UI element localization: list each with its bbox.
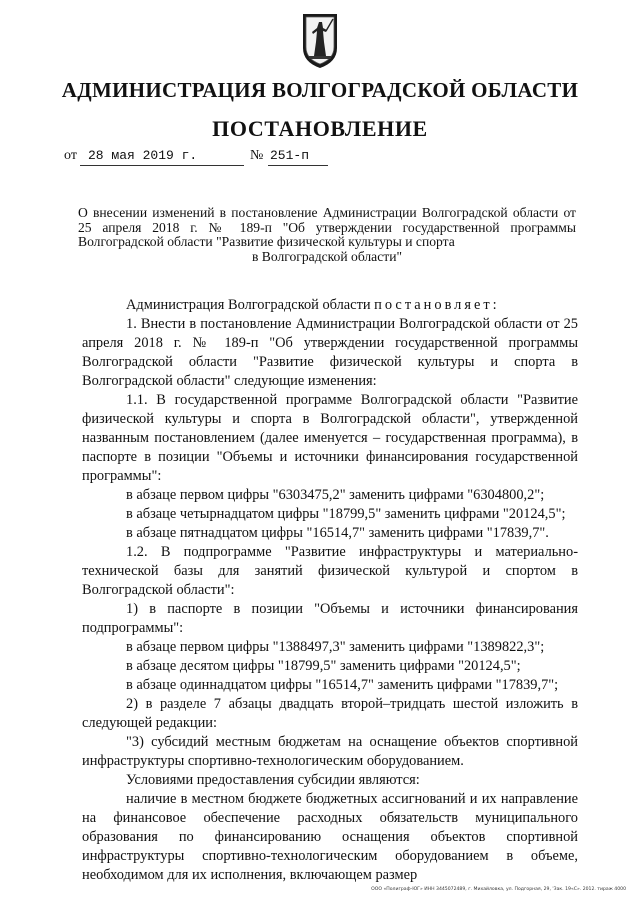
date-block (64, 148, 77, 164)
paragraph-conditions: Условиями предоставления субсидии являются: (126, 772, 420, 788)
paragraph-quote: "3) субсидий местным бюджетам на оснащение объектов спортивной инфраструктуры спортивно-технологическим оборудованием. (82, 734, 578, 769)
date-field (80, 148, 244, 166)
paragraph-1-2-1: 1) в паспорте в позиции "Объемы и источники финансирования подпрограммы": (82, 601, 578, 636)
coat-of-arms-emblem (300, 12, 340, 70)
paragraph-1-1-c: в абзаце пятнадцатом цифры "16514,7" заменить цифрами "17839,7". (126, 525, 549, 541)
paragraph-1-2-1-b: в абзаце десятом цифры "18799,5" заменить цифрами "20124,5"; (126, 658, 521, 674)
document-subject (78, 206, 576, 264)
number-block (250, 148, 263, 164)
paragraph-1-1-b: в абзаце четырнадцатом цифры "18799,5" заменить цифрами "20124,5"; (126, 506, 566, 522)
printer-imprint: ООО «Полиграф-ЮГ» ИНН 3445072489, г. Михайловка, ул. Подгорная, 29, 'Зак. 19«С». 2012. тираж 4000 (371, 887, 626, 892)
subject-line-2: в Волгоградской области" (251, 248, 403, 264)
number-label: № (250, 148, 264, 163)
paragraph-1-1-a: в абзаце первом цифры "6303475,2" заменить цифрами "6304800,2"; (126, 487, 545, 503)
paragraph-1-2: 1.2. В подпрограмме "Развитие инфраструктуры и материально-технической базы для занятий физической культурой и спортом в Волгоградской области": (82, 544, 578, 598)
document-type: ПОСТАНОВЛЕНИЕ (212, 116, 428, 141)
paragraph-1-1: 1.1. В государственной программе Волгоградской области "Развитие физической культуры и спорта в Волгоградской области", утвержденной названным постановлением (далее именуется – государственная программа), в паспорте в позиции "Объемы и источники финансирования государственной программы": (82, 392, 578, 484)
date-label: от (64, 148, 77, 163)
intro-verb: постановляет: (374, 297, 500, 313)
subject-line-1: О внесении изменений в постановление Администрации Волгоградской области от 25 апреля 2018 г. № 189-п "Об утверждении государственной программы Волгоградской области "Развитие физической культуры и спорта (78, 205, 576, 249)
paragraph-1-2-1-c: в абзаце одиннадцатом цифры "16514,7" заменить цифрами "17839,7"; (126, 677, 559, 693)
paragraph-1: 1. Внести в постановление Администрации Волгоградской области от 25 апреля 2018 г. № 189-п "Об утверждении государственной программы Волгоградской области "Развитие физической культуры и спорта в Волгоградской области" следующие изменения: (82, 316, 578, 389)
number-value: 251-п (270, 148, 310, 163)
number-field (268, 148, 328, 166)
intro-start: Администрация Волгоградской области (126, 297, 371, 313)
date-value: 28 мая 2019 г. (88, 148, 198, 163)
paragraph-1-2-1-a: в абзаце первом цифры "1388497,3" заменить цифрами "1389822,3"; (126, 639, 545, 655)
paragraph-1-2-2: 2) в разделе 7 абзацы двадцать второй–тридцать шестой изложить в следующей редакции: (82, 696, 578, 731)
intro-paragraph (82, 296, 578, 315)
organization-name: АДМИНИСТРАЦИЯ ВОЛГОГРАДСКОЙ ОБЛАСТИ (61, 78, 579, 102)
paragraph-last: наличие в местном бюджете бюджетных ассигнований и их направление на финансовое обеспечение расходных обязательств муниципального образования по финансированию оснащения объектов спортивной инфраструктуры спортивно-технологическим оборудованием в объеме, необходимом для их исполнения, включающем размер (82, 791, 578, 883)
document-body (82, 296, 578, 885)
